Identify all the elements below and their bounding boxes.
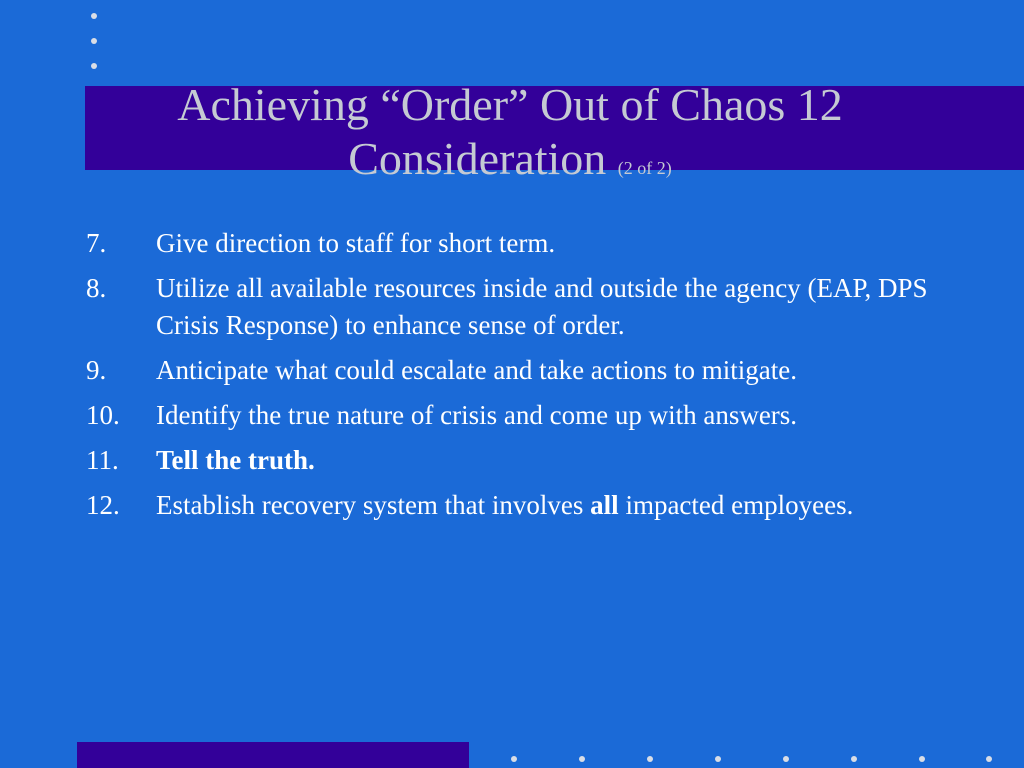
list-item-number: 9. <box>86 355 107 385</box>
considerations-list <box>86 225 966 532</box>
list-item <box>86 487 966 524</box>
decor-dot <box>579 756 585 762</box>
list-item-number: 10. <box>86 400 120 430</box>
decor-dot <box>783 756 789 762</box>
list-item-text: Utilize all available resources inside and outside the agency (EAP, DPS Crisis Response) to enhance sense of order. <box>156 273 928 340</box>
decor-dot <box>919 756 925 762</box>
decor-dot <box>986 756 992 762</box>
list-item <box>86 442 966 479</box>
list-item <box>86 270 966 344</box>
list-item <box>86 225 966 262</box>
list-item <box>86 352 966 389</box>
title-line-2: Consideration <box>348 133 607 184</box>
list-item-text: Give direction to staff for short term. <box>156 228 556 258</box>
list-item <box>86 397 966 434</box>
decor-dot <box>647 756 653 762</box>
list-item-number: 7. <box>86 228 107 258</box>
list-item-text-before: Establish recovery system that involves <box>156 490 591 520</box>
slide-title <box>85 78 935 195</box>
decor-dot <box>511 756 517 762</box>
decor-dot <box>851 756 857 762</box>
list-item-number: 8. <box>86 273 107 303</box>
list-item-number: 11. <box>86 445 119 475</box>
title-page-indicator: (2 of 2) <box>617 158 672 178</box>
bottom-band <box>77 742 469 768</box>
decor-dot <box>91 38 97 44</box>
list-item-text-after: impacted employees. <box>618 490 854 520</box>
decor-dot <box>715 756 721 762</box>
list-item-number: 12. <box>86 490 120 520</box>
list-item-text: Identify the true nature of crisis and come up with answers. <box>156 400 798 430</box>
list-item-text: Tell the truth. <box>156 445 315 475</box>
list-item-text: Anticipate what could escalate and take actions to mitigate. <box>156 355 798 385</box>
list-item-text-bold: all <box>590 490 619 520</box>
title-line-1: Achieving “Order” Out of Chaos 12 <box>177 79 843 130</box>
decor-dot <box>91 13 97 19</box>
decor-dot <box>91 63 97 69</box>
